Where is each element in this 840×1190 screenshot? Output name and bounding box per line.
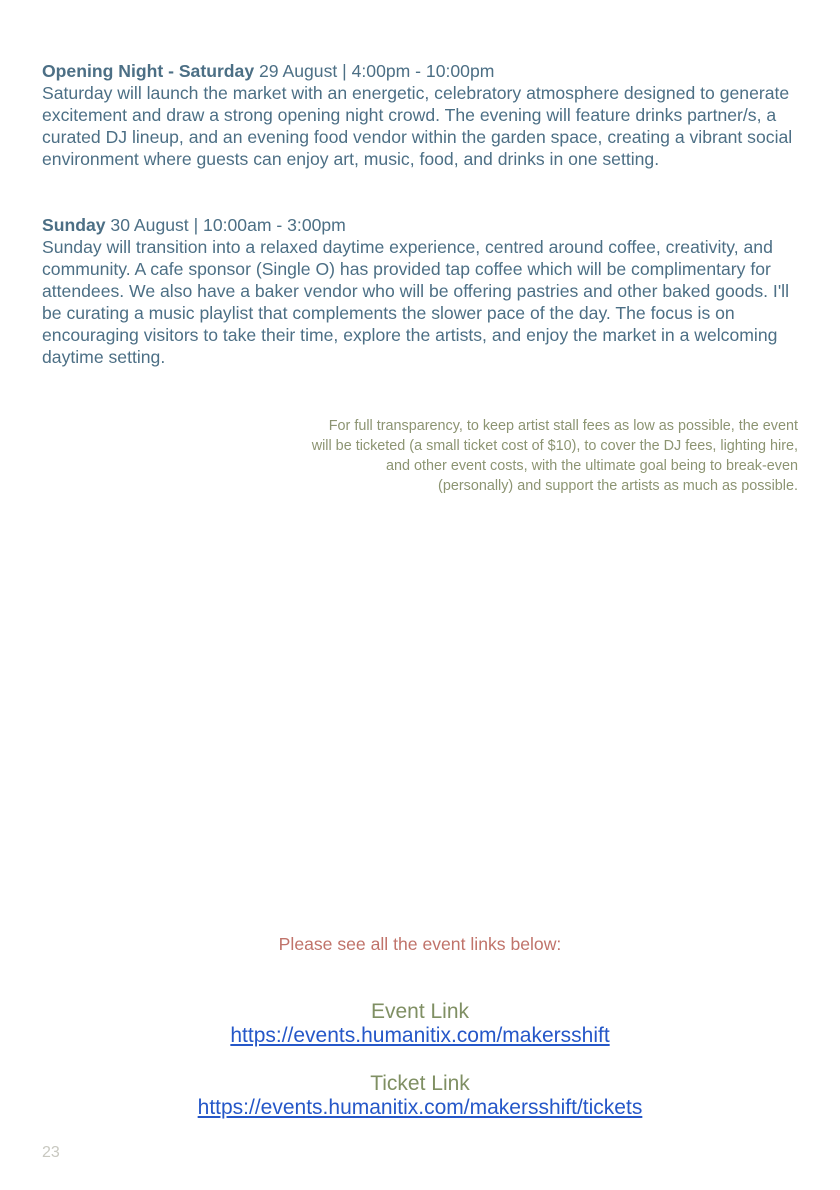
sunday-heading	[42, 214, 802, 236]
event-link-block	[0, 1000, 840, 1048]
ticket-link-block	[0, 1072, 840, 1120]
saturday-heading	[42, 60, 802, 82]
sunday-heading-datetime: 30 August | 10:00am - 3:00pm	[105, 215, 346, 235]
page-number: 23	[42, 1144, 60, 1161]
event-link-url[interactable]: https://events.humanitix.com/makersshift	[230, 1024, 610, 1047]
saturday-heading-bold: Opening Night - Saturday	[42, 61, 255, 81]
saturday-section	[42, 60, 802, 170]
sunday-description: Sunday will transition into a relaxed daytime experience, centred around coffee, creativity, and community. A cafe sponsor (Single O) has provided tap coffee which will be complimentary for attendees. We also have a baker vendor who will be offering pastries and other baked goods. I'll be curating a music playlist that complements the slower pace of the day. The focus is on encouraging visitors to take their time, explore the artists, and enjoy the market in a welcoming daytime setting.	[42, 237, 789, 367]
sunday-heading-bold: Sunday	[42, 215, 106, 235]
saturday-heading-datetime: 29 August | 4:00pm - 10:00pm	[254, 61, 495, 81]
sunday-section	[42, 214, 802, 368]
event-link-title: Event Link	[370, 1000, 470, 1023]
ticket-link-url[interactable]: https://events.humanitix.com/makersshift/tickets	[197, 1096, 643, 1119]
ticket-link-title: Ticket Link	[370, 1072, 470, 1095]
saturday-description: Saturday will launch the market with an energetic, celebratory atmosphere designed to generate excitement and draw a strong opening night crowd. The evening will feature drinks partner/s, a curated DJ lineup, and an evening food vendor within the garden space, creating a vibrant social environment where guests can enjoy art, music, food, and drinks in one setting.	[42, 83, 793, 169]
links-intro-text: Please see all the event links below:	[278, 934, 562, 954]
transparency-note: For full transparency, to keep artist stall fees as low as possible, the event will be ticketed (a small ticket cost of $10), to cover the DJ fees, lighting hire, and other event costs, with the ultimate goal being to break-even (personally) and support the artists as much as possible.	[311, 418, 798, 494]
